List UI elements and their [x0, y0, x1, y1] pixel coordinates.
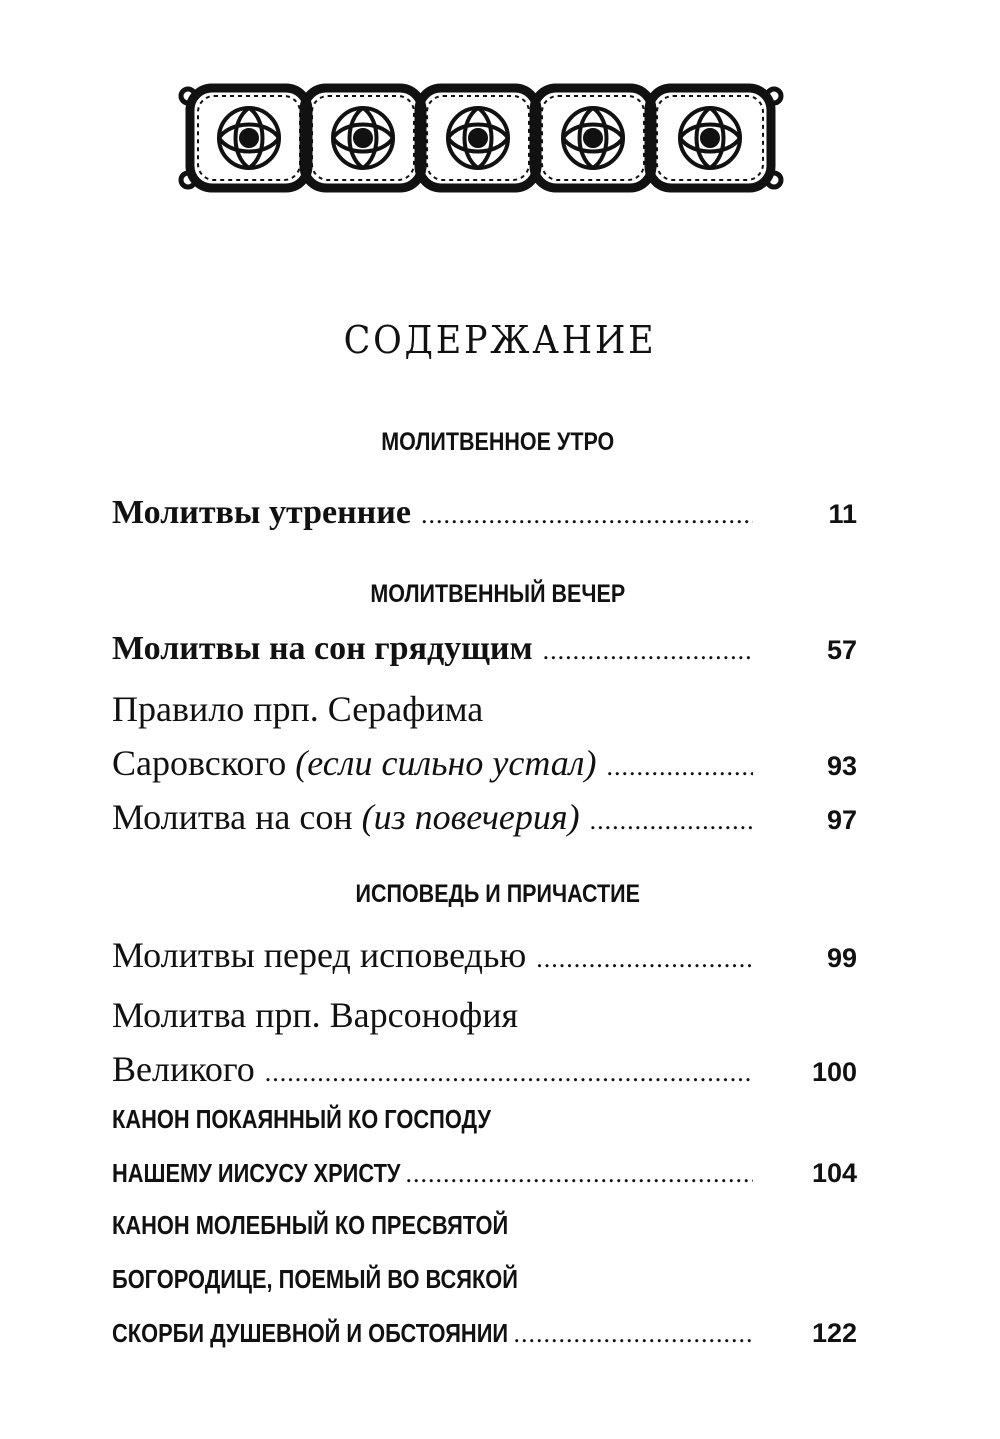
ornamental-border-icon [176, 82, 786, 194]
entry-title-line: Саровского [112, 743, 287, 783]
entry-note: (из повечерия) [361, 797, 580, 837]
page-number: 93 [826, 751, 857, 781]
toc-entry[interactable] [112, 994, 857, 1102]
entry-title: Молитвы утренние [112, 494, 411, 531]
toc-entry[interactable] [112, 1210, 857, 1372]
entry-title-line: КАНОН ПОКАЯННЫЙ КО ГОСПОДУ [112, 1104, 491, 1134]
page-number: 11 [828, 499, 857, 529]
page-number: 104 [811, 1158, 857, 1188]
page-number: 97 [826, 805, 857, 835]
toc-entry[interactable] [112, 494, 857, 548]
entry-title-line: НАШЕМУ ИИСУСУ ХРИСТУ [112, 1158, 401, 1188]
page-number: 57 [826, 635, 857, 665]
entry-title-line: Молитва прп. Варсонофия [112, 995, 519, 1035]
section-heading-evening: МОЛИТВЕННЫЙ ВЕЧЕР [370, 580, 626, 608]
dot-leader [536, 944, 753, 974]
entry-title-line: Правило прп. Серафима [112, 689, 484, 729]
toc-entry[interactable] [112, 688, 857, 796]
dot-leader [265, 1058, 753, 1088]
toc-entry[interactable] [112, 934, 857, 988]
entry-title-line: БОГОРОДИЦЕ, ПОЕМЫЙ ВО ВСЯКОЙ [112, 1264, 518, 1294]
page-number: 100 [811, 1057, 857, 1087]
toc-entry[interactable] [112, 1104, 857, 1212]
section-heading-confession: ИСПОВЕДЬ И ПРИЧАСТИЕ [355, 880, 640, 908]
entry-title: Молитвы на сон грядущим [112, 630, 533, 667]
entry-title-line: Великого [112, 1049, 255, 1089]
toc-entry[interactable] [112, 796, 857, 850]
dot-leader [543, 636, 753, 666]
dot-leader [606, 752, 753, 782]
dot-leader [590, 806, 753, 836]
entry-title-line: СКОРБИ ДУШЕВНОЙ И ОБСТОЯНИИ [112, 1318, 509, 1348]
dot-leader [421, 500, 753, 530]
page-number: 122 [811, 1318, 857, 1348]
dot-leader [405, 1159, 753, 1189]
entry-title-line: КАНОН МОЛЕБНЫЙ КО ПРЕСВЯТОЙ [112, 1210, 509, 1240]
dot-leader [514, 1319, 753, 1349]
section-heading-morning: МОЛИТВЕННОЕ УТРО [381, 428, 615, 456]
entry-title: Молитвы перед исповедью [112, 935, 527, 975]
entry-note: (если сильно устал) [295, 743, 597, 783]
page-number: 99 [826, 943, 857, 973]
entry-title: Молитва на сон [112, 797, 353, 837]
toc-entry[interactable] [112, 630, 857, 684]
page-title: СОДЕРЖАНИЕ [343, 318, 657, 362]
